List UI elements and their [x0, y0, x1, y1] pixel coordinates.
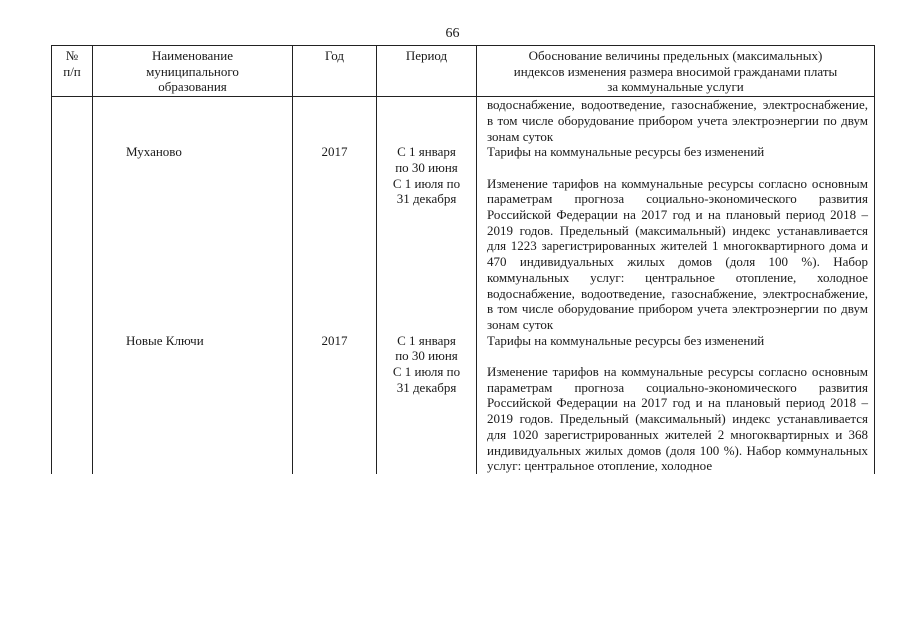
header-justification: Обоснование величины предельных (максимальных) индексов изменения размера вносимой гражданами платы за коммунальные услуги [477, 46, 875, 97]
tariff-table [51, 45, 875, 474]
year-cell: 2017 [321, 332, 348, 348]
justification-unchanged: Тарифы на коммунальные ресурсы без изменений [487, 144, 765, 160]
justification-change: Изменение тарифов на коммунальные ресурсы согласно основным параметрам прогноза социально-экономического развития Российской Федерации на 2017 год и на плановый период 2018 – 2019 годов. Предельный (максимальный) индекс устанавливается для 1223 зарегистрированных жителей 1 многоквартирного дома и 470 индивидуальных жилых домов (доля 100 %). Набор коммунальных услуг: центральное отопление, холодное водоснабжение, водоотведение, газоснабжение, электроснабжение, в том числе оборудование прибором учета электроэнергии по двум зонам суток [487, 175, 868, 332]
period-first-half: С 1 января по 30 июня [395, 332, 458, 364]
justification-unchanged: Тарифы на коммунальные ресурсы без изменений [487, 332, 765, 348]
year-cell: 2017 [321, 144, 348, 160]
header-year: Год [293, 46, 377, 97]
continuation-row [52, 97, 875, 145]
table-row [52, 144, 875, 175]
period-second-half: С 1 июля по 31 декабря [392, 364, 461, 395]
table-row [52, 364, 875, 474]
header-municipality: Наименование муниципального образования [93, 46, 293, 97]
continuation-text: водоснабжение, водоотведение, газоснабжение, электроснабжение, в том числе оборудование прибором учета электроэнергии по двум зонам суток [487, 97, 868, 144]
table-header-row [52, 46, 875, 97]
period-second-half: С 1 июля по 31 декабря [392, 175, 461, 207]
justification-change: Изменение тарифов на коммунальные ресурсы согласно основным параметрам прогноза социально-экономического развития Российской Федерации на 2017 год и на плановый период 2018 – 2019 годов. Предельный (максимальный) индекс устанавливается для 1020 зарегистрированных жителей 2 многоквартирных и 368 индивидуальных жилых домов (доля 100 %). Набор коммунальных услуг: центральное отопление, холодное [487, 364, 868, 474]
page-number: 66 [445, 26, 460, 41]
municipality-name: Муханово [126, 144, 182, 160]
municipality-name: Новые Ключи [126, 332, 204, 348]
period-first-half: С 1 января по 30 июня [395, 144, 458, 175]
table-row [52, 333, 875, 364]
header-period: Период [377, 46, 477, 97]
header-num: № п/п [52, 46, 93, 97]
table-row [52, 176, 875, 333]
